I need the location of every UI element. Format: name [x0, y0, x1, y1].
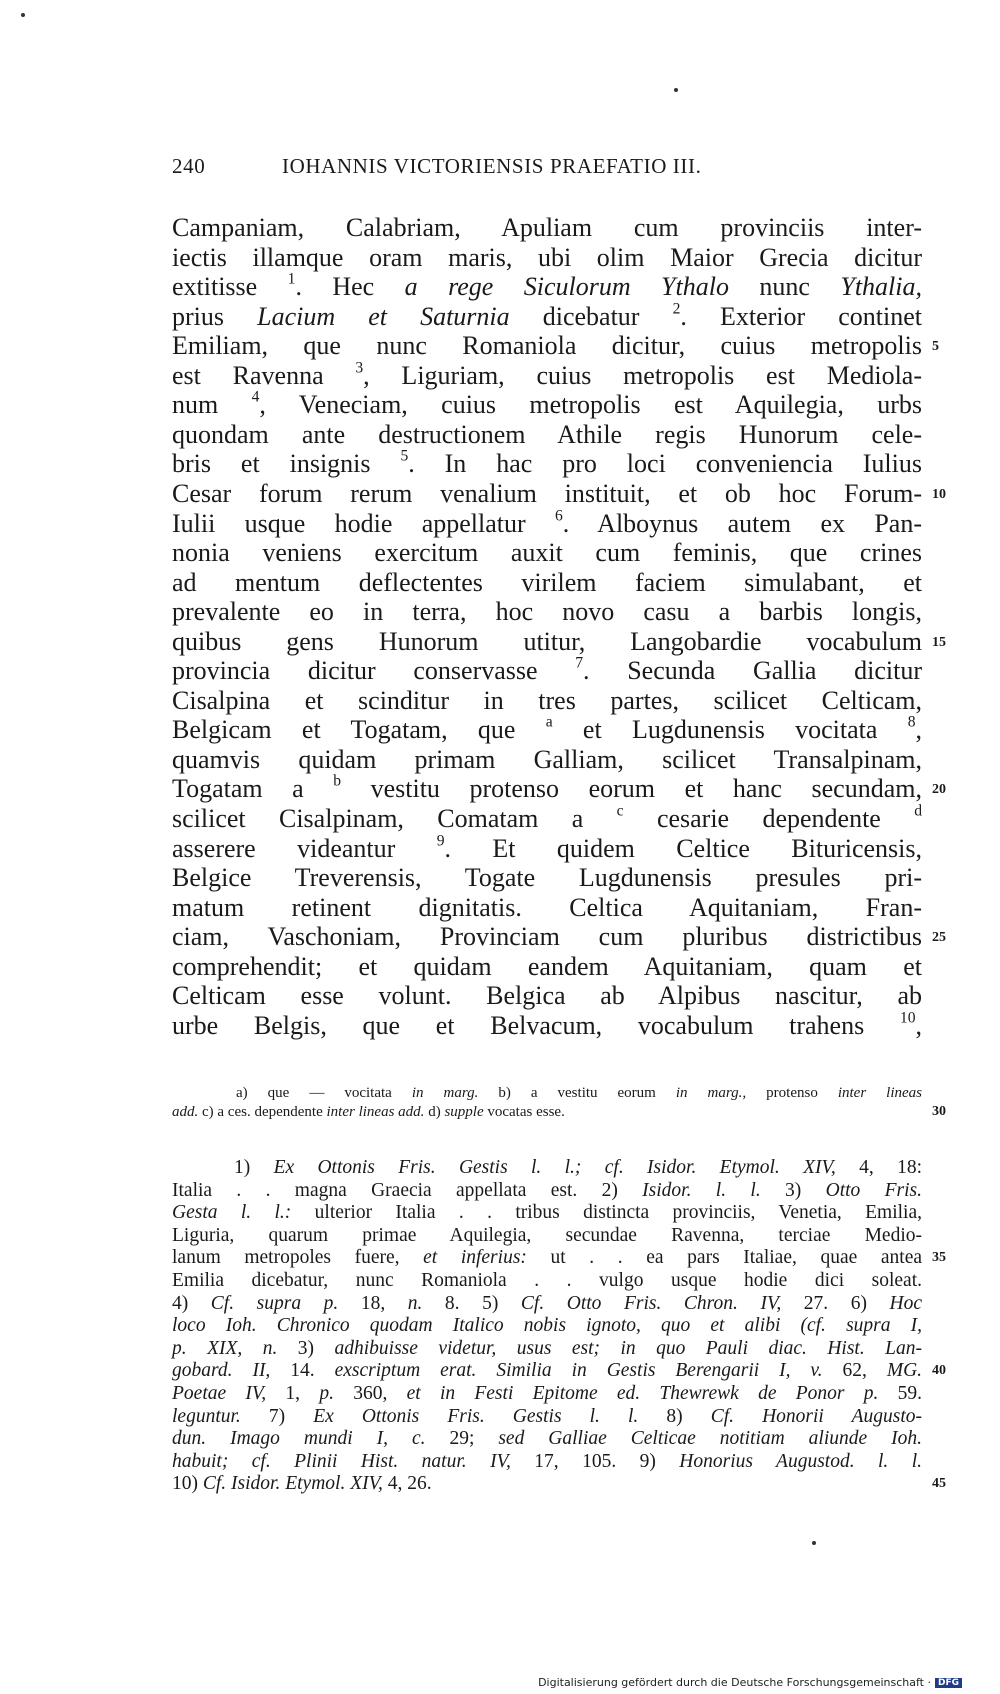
line-number: 40: [932, 1363, 946, 1379]
main-text-line: provincia dicitur conservasse $^7$. Secunda Gallia dicitur: [172, 654, 922, 686]
main-text-line: Celticam esse volunt. Belgica ab Alpibus nascitur, ab: [172, 981, 922, 1011]
main-text-line: Iulii usque hodie appellatur $^6$. Alboynus autem ex Pan-: [172, 506, 922, 538]
footnote-line: loco Ioh. Chronico quodam Italico nobis ignoto, quo et alibi (cf. supra I,: [172, 1315, 922, 1337]
credit-text: Digitalisierung gefördert durch die Deutsche Forschungsgemeinschaft ·: [538, 1676, 931, 1689]
main-text-line: comprehendit; et quidam eandem Aquitaniam, quam et: [172, 951, 922, 981]
line-number: 20: [932, 782, 946, 798]
page-number: 240: [172, 154, 206, 178]
main-text-line: Belgice Treverensis, Togate Lugdunensis presules pri-: [172, 863, 922, 893]
footnote-line: habuit; cf. Plinii Hist. natur. IV, 17, 105. 9) Honorius Augustod. l. l.: [172, 1450, 922, 1472]
footnote-line: leguntur. 7) Ex Ottonis Fris. Gestis l. l. 8) Cf. Honorii Augusto-: [172, 1405, 922, 1427]
footnote-line: Liguria, quarum primae Aquilegia, secundae Ravenna, terciae Medio-: [172, 1224, 922, 1246]
scan-speck: [21, 13, 25, 17]
apparatus-line: a) que — vocitata in marg. b) a vestitu eorum in marg., protenso inter lineas: [236, 1085, 922, 1101]
footnote-line: dun. Imago mundi I, c. 29; sed Galliae Celticae notitiam aliunde Ioh.: [172, 1428, 923, 1450]
main-text-line: Togatam a $^b$ vestitu protenso eorum et hanc secundam,: [172, 772, 922, 804]
main-text-line: nonia veniens exercitum auxit cum feminis, que crines: [172, 538, 922, 568]
main-text-line: urbe Belgis, que et Belvacum, vocabulum trahens $^{10}$,: [172, 1009, 922, 1040]
line-number: 35: [932, 1250, 946, 1266]
line-number: 30: [932, 1104, 946, 1119]
main-text-line: Campaniam, Calabriam, Apuliam cum provinciis inter-: [172, 213, 922, 242]
main-text-line: quamvis quidam primam Galliam, scilicet Transalpinam,: [172, 744, 922, 774]
scan-speck: [674, 88, 678, 92]
footnote-line: Italia . . magna Graecia appellata est. 2) Isidor. l. l. 3) Otto Fris.: [172, 1179, 922, 1201]
line-number: 25: [932, 930, 946, 946]
main-text-line: Emiliam, que nunc Romaniola dicitur, cuius metropolis: [172, 331, 922, 361]
main-text-line: est Ravenna $^3$, Liguriam, cuius metropolis est Mediola-: [172, 359, 923, 390]
main-text-line: matum retinent dignitatis. Celtica Aquitaniam, Fran-: [172, 892, 922, 922]
line-number: 10: [932, 486, 946, 502]
main-text-line: bris et insignis $^5$. In hac pro loci conveniencia Iulius: [172, 447, 922, 479]
main-text-line: Cesar forum rerum venalium instituit, et ob hoc Forum-: [172, 478, 922, 508]
main-text-line: extitisse $^1$. Hec a rege Siculorum Ythalo nunc Ythalia,: [172, 270, 923, 302]
main-text-line: num $^4$, Veneciam, cuius metropolis est Aquilegia, urbs: [172, 388, 922, 420]
main-text-line: iectis illamque oram maris, ubi olim Maior Grecia dicitur: [172, 242, 922, 272]
main-text-line: ciam, Vaschoniam, Provinciam cum pluribus districtibus: [172, 922, 922, 952]
line-number: 45: [932, 1476, 946, 1492]
running-header: [172, 154, 932, 179]
dfg-logo: DFG: [935, 1678, 962, 1688]
main-text-line: scilicet Cisalpinam, Comatam a $^c$ cesarie dependente $^d$: [172, 802, 923, 833]
main-text-line: quondam ante destructionem Athile regis Hunorum cele-: [172, 419, 922, 449]
footnote-line: lanum metropoles fuere, et inferius: ut . . ea pars Italiae, quae antea: [172, 1247, 923, 1269]
footnote-line: gobard. II, 14. exscriptum erat. Similia in Gestis Berengarii I, v. 62, MG.: [172, 1360, 923, 1382]
footnote-line: 1) Ex Ottonis Fris. Gestis l. l.; cf. Isidor. Etymol. XIV, 4, 18:: [234, 1157, 922, 1178]
scan-speck: [812, 1541, 816, 1545]
footnote-line: 4) Cf. supra p. 18, n. 8. 5) Cf. Otto Fris. Chron. IV, 27. 6) Hoc: [172, 1292, 923, 1314]
footnote-line: Emilia dicebatur, nunc Romaniola . . vulgo usque hodie dici soleat.: [172, 1270, 922, 1291]
main-text-line: asserere videantur $^9$. Et quidem Celtice Bituricensis,: [172, 831, 922, 863]
footnote-line: Gesta l. l.: ulterior Italia . . tribus distincta provinciis, Venetia, Emilia,: [172, 1202, 922, 1224]
main-text-line: ad mentum deflectentes virilem faciem simulabant, et: [172, 567, 922, 597]
digitization-credit: [538, 1676, 962, 1689]
footnote-line: 10) Cf. Isidor. Etymol. XIV, 4, 26.: [172, 1473, 432, 1495]
main-text-line: prevalente eo in terra, hoc novo casu a barbis longis,: [172, 597, 922, 627]
main-text-line: quibus gens Hunorum utitur, Langobardie vocabulum: [172, 626, 922, 656]
running-title: IOHANNIS VICTORIENSIS PRAEFATIO III.: [282, 154, 702, 178]
line-number: 15: [932, 634, 946, 650]
main-text-line: Cisalpina et scinditur in tres partes, scilicet Celticam,: [172, 685, 922, 715]
line-number: 5: [932, 339, 939, 355]
footnote-line: Poetae IV, 1, p. 360, et in Festi Epitome ed. Thewrewk de Ponor p. 59.: [172, 1383, 923, 1404]
main-text-line: prius Lacium et Saturnia dicebatur $^2$. Exterior continet: [172, 299, 923, 331]
main-text-line: Belgicam et Togatam, que $^a$ et Lugdunensis vocitata $^8$,: [172, 713, 922, 745]
footnote-line: p. XIX, n. 3) adhibuisse videtur, usus est; in quo Pauli diac. Hist. Lan-: [172, 1337, 923, 1359]
apparatus-line: add. c) a ces. dependente inter lineas add. d) supple vocatas esse.: [172, 1104, 565, 1120]
